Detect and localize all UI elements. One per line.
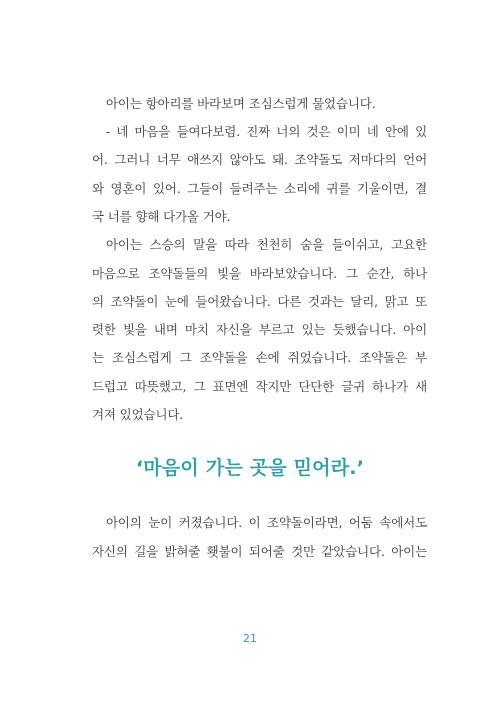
body-text-line: 아이는 스승의 말을 따라 천천히 숨을 들이쉬고, 고요한 [106, 237, 427, 252]
body-text-line: 의 조약돌이 눈에 들어왔습니다. 다른 것과는 달리, 맑고 또 [92, 294, 427, 309]
body-text-line: - 네 마음을 들여다보렴. 진짜 너의 것은 이미 네 안에 있 [106, 124, 427, 139]
body-text-line: 어. 그러니 너무 애쓰지 않아도 돼. 조약돌도 저마다의 언어 [92, 152, 427, 167]
body-text-line: 와 영혼이 있어. 그들이 들려주는 소리에 귀를 기울이면, 결 [92, 181, 427, 196]
highlighted-quote: ‘마음이 가는 곳을 믿어라.’ [135, 457, 365, 479]
body-text-line: 겨져 있었습니다. [92, 407, 184, 422]
body-text-line: 아이의 눈이 커졌습니다. 이 조약돌이라면, 어둠 속에서도 [106, 515, 427, 530]
body-text-line: 는 조심스럽게 그 조약돌을 손에 쥐었습니다. 조약돌은 부 [92, 350, 427, 365]
body-text-line: 국 너를 향해 다가올 거야. [92, 209, 231, 224]
body-text-line: 자신의 길을 밝혀줄 횃불이 되어줄 것만 같았습니다. 아이는 [92, 544, 427, 559]
body-text-line: 렷한 빛을 내며 마치 자신을 부르고 있는 듯했습니다. 아이 [92, 322, 427, 337]
body-text-line: 드럽고 따뜻했고, 그 표면엔 작지만 단단한 글귀 하나가 새 [92, 379, 427, 394]
body-text-line: 마음으로 조약돌들의 빛을 바라보았습니다. 그 순간, 하나 [92, 266, 427, 281]
page-number: 21 [243, 632, 257, 645]
body-text-line: 아이는 항아리를 바라보며 조심스럽게 물었습니다. [106, 96, 376, 111]
